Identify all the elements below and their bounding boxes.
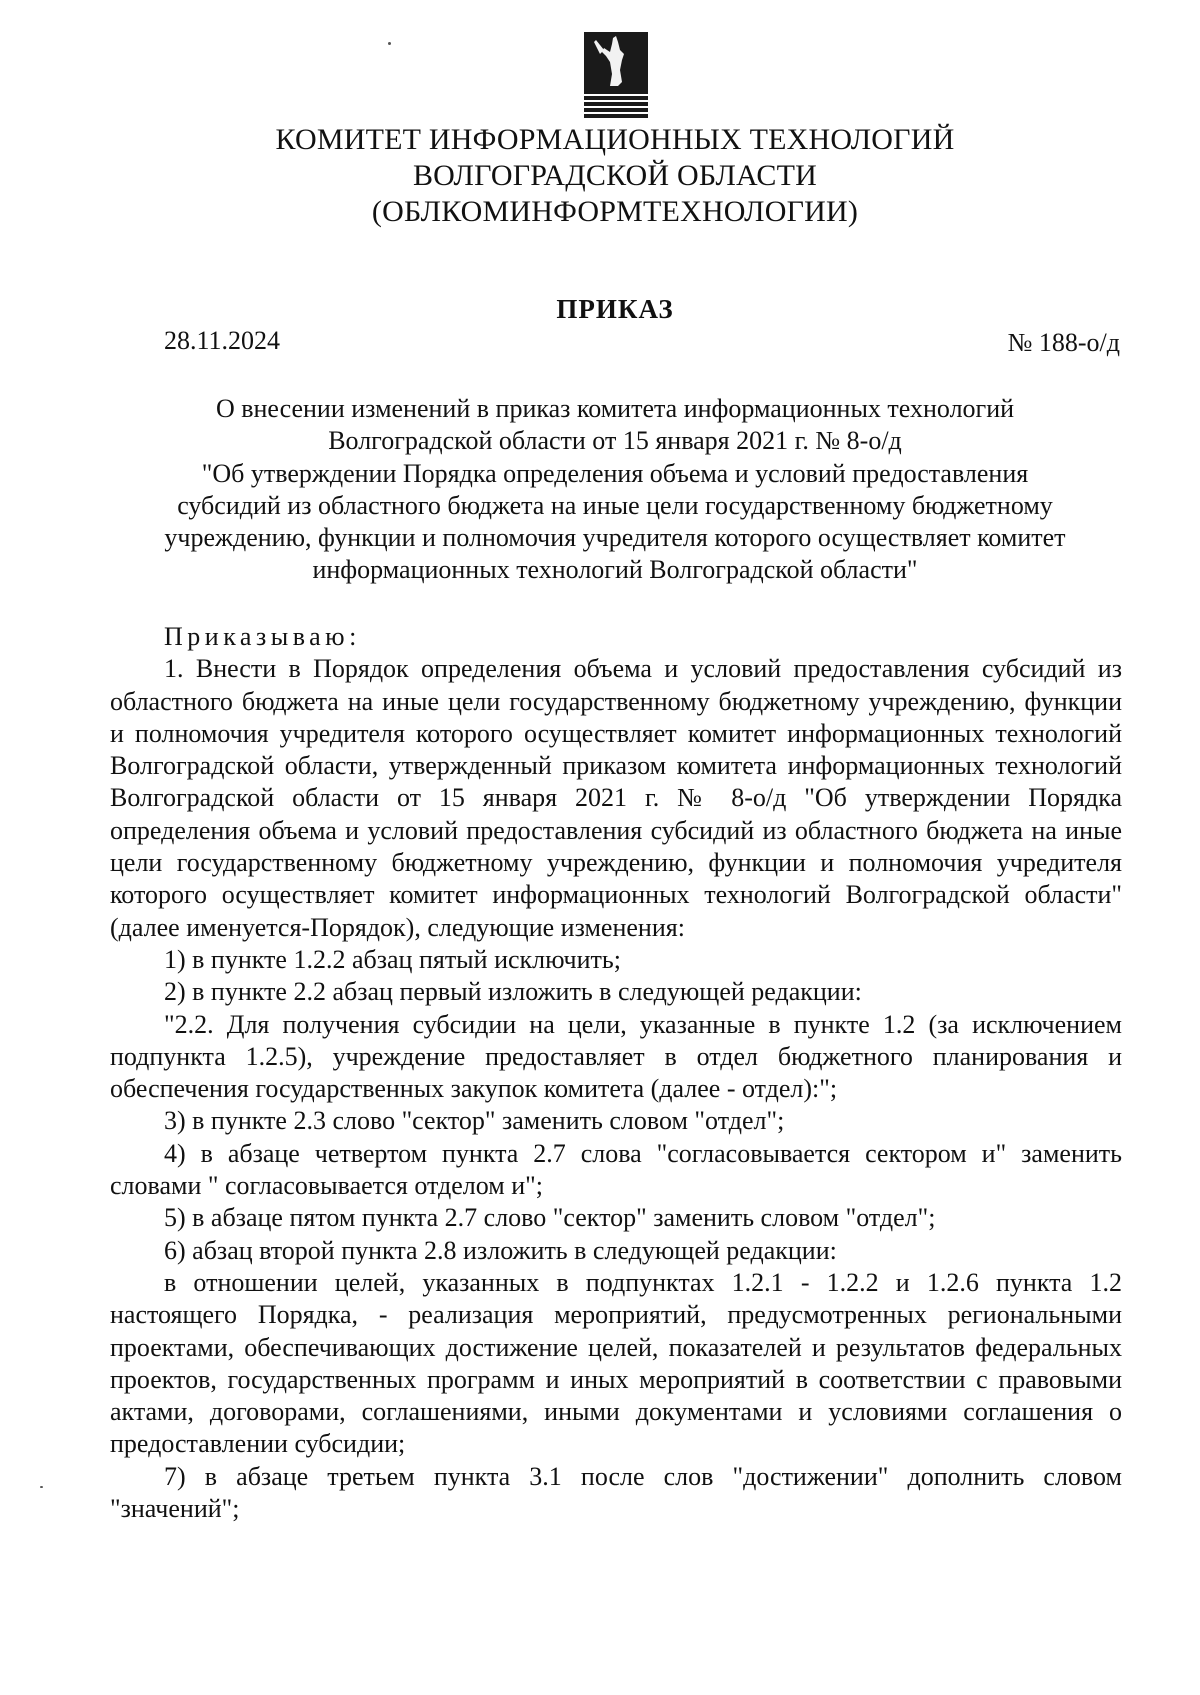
order-body [110,621,1122,1525]
subject-line-2: Волгоградской области от 15 января 2021 г. № 8-о/д [328,426,902,456]
body-paragraph-9: в отношении целей, указанных в подпунктах 1.2.1 - 1.2.2 и 1.2.6 пункта 1.2 настоящего Порядка, - реализация мероприятий, предусмотренных региональными проектами, обеспечивающих достижение целей, показателей и результатов федеральных проектов, государственных программ и иных мероприятий в соответствии с правовыми актами, договорами, соглашениями, иными документами и условиями соглашения о предоставлении субсидии; [110,1267,1122,1459]
order-title: ПРИКАЗ [556,294,674,324]
order-intro: Приказываю: [164,622,361,651]
volgograd-emblem-icon [580,30,652,124]
body-paragraph-8: 6) абзац второй пункта 2.8 изложить в следующей редакции: [164,1235,837,1265]
subject-line-6: информационных технологий Волгоградской области" [312,555,918,585]
header-line-2: ВОЛГОГРАДСКОЙ ОБЛАСТИ [412,159,818,192]
order-date: 28.11.2024 [164,326,281,355]
body-paragraph-10: 7) в абзаце третьем пункта 3.1 после слов "достижении" дополнить словом "значений"; [110,1461,1122,1524]
subject-line-1: О внесении изменений в приказ комитета информационных технологий [215,394,1015,423]
body-paragraph-4: "2.2. Для получения субсидии на цели, указанные в пункте 1.2 (за исключением подпункта 1.2.5), учреждение предоставляет в отдел бюджетного планирования и обеспечения государственных закупок комитета (далее - отдел):"; [110,1009,1122,1104]
body-paragraph-1: 1. Внести в Порядок определения объема и условий предоставления субсидий из областного бюджета на иные цели государственному бюджетному учреждению, функции и полномочия учредителя которого осуществляет комитет информационных технологий Волгоградской области, утвержденный приказом комитета информационных технологий Волгоградской области от 15 января 2021 г. № 8-о/д "Об утверждении Порядка определения объема и условий предоставления субсидий из областного бюджета на иные цели государственному бюджетному учреждению, функции и полномочия учредителя которого осуществляет комитет информационных технологий Волгоградской области" (далее именуется-Порядок), следующие изменения: [110,654,1122,942]
subject-line-3: "Об утверждении Порядка определения объема и условий предоставления [201,458,1029,488]
header-line-3: (ОБЛКОМИНФОРМТЕХНОЛОГИИ) [371,195,859,228]
committee-header [0,122,1200,230]
header-line-1: КОМИТЕТ ИНФОРМАЦИОННЫХ ТЕХНОЛОГИЙ [275,123,955,156]
order-number: № 188-о/д [1007,328,1120,357]
subject-line-5: учреждению, функции и полномочия учредителя которого осуществляет комитет [164,523,1066,553]
body-paragraph-5: 3) в пункте 2.3 слово "сектор" заменить словом "отдел"; [164,1106,785,1136]
body-paragraph-3: 2) в пункте 2.2 абзац первый изложить в следующей редакции: [164,977,862,1007]
order-subject [108,393,1122,587]
body-paragraph-2: 1) в пункте 1.2.2 абзац пятый исключить; [164,944,621,974]
scan-speck [388,42,391,45]
body-paragraph-6: 4) в абзаце четвертом пункта 2.7 слова "согласовывается сектором и" заменить словами " согласовывается отделом и"; [110,1138,1122,1201]
body-paragraph-7: 5) в абзаце пятом пункта 2.7 слово "сектор" заменить словом "отдел"; [164,1203,936,1233]
scan-speck [40,1486,43,1488]
subject-line-4: субсидий из областного бюджета на иные цели государственному бюджетному [177,490,1053,520]
